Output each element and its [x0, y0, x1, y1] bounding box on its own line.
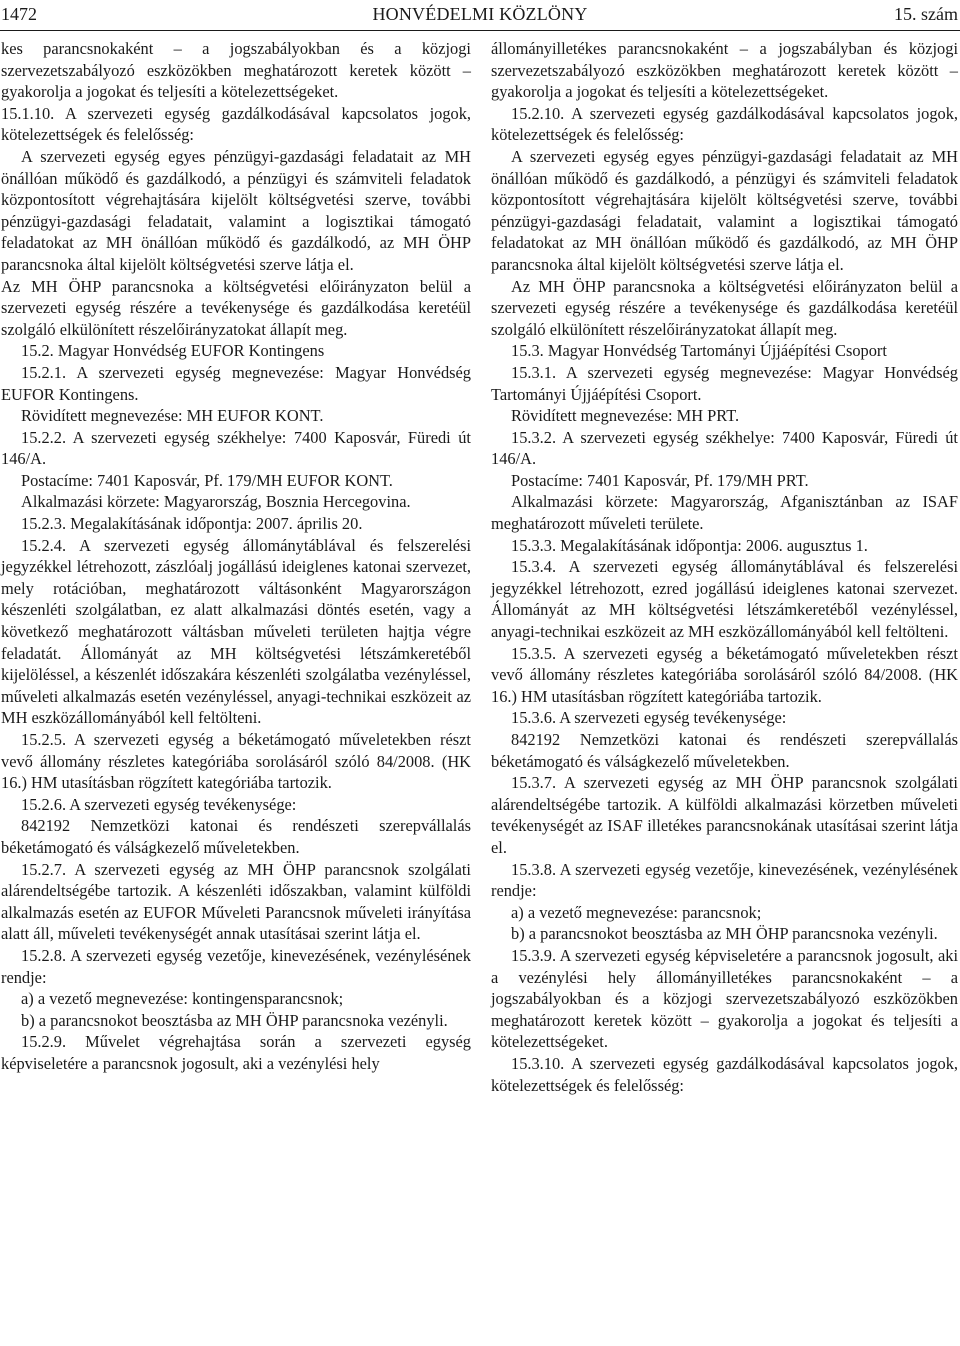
paragraph: b) a parancsnokot beosztásba az MH ÖHP parancsnoka vezényli.: [21, 1010, 448, 1030]
paragraph: Rövidített megnevezése: MH PRT.: [511, 406, 740, 426]
paragraph: állományilletékes parancsnokaként – a jogszabályban és közjogi szervezetszabályozó eszközökben meghatározott keretek között – gyakorolja a jogokat és teljesíti a kötelezettségeket.: [491, 39, 958, 102]
paragraph: 15.3.1. A szervezeti egység megnevezése: Magyar Honvédség Tartományi Újjáépítési Csoport.: [491, 362, 958, 404]
paragraph: 842192 Nemzetközi katonai és rendészeti szerepvállalás béketámogató és válságkezelő műveletekben.: [491, 730, 958, 771]
paragraph: 15.2.9. Művelet végrehajtása során a szervezeti egység képviseletére a parancsnok jogosult, aki a vezénylési hely: [1, 1032, 471, 1073]
paragraph: kes parancsnokaként – a jogszabályokban és a közjogi szervezetszabályozó eszközökben meghatározott keretek között – gyakorolja a jogokat és teljesíti a kötelezettségeket.: [1, 39, 471, 102]
paragraph: A szervezeti egység egyes pénzügyi-gazdasági feladatait az MH önállóan működő és gazdálkodó, a pénzügyi és számviteli feladatok központosított végrehajtására kijelölt költségvetési szerve, további pénzügyi-gazdasági feladatait, valamint a logisztikai támogató feladatokat az MH önállóan működő és gazdálkodó, az MH ÖHP parancsnoka által kijelölt költségvetési szerve látja el.: [1, 146, 471, 274]
journal-title: HONVÉDELMI KÖZLÖNY: [372, 4, 588, 24]
left-column: [1, 38, 471, 1075]
paragraph: 15.2.3. Megalakításának időpontja: 2007. április 20.: [21, 514, 363, 534]
paragraph: a) a vezető megnevezése: parancsnok;: [511, 902, 762, 922]
paragraph: 15.2.6. A szervezeti egység tevékenysége:: [21, 794, 297, 814]
paragraph: 15.2.10. A szervezeti egység gazdálkodásával kapcsolatos jogok, kötelezettségek és felelősség:: [491, 103, 958, 145]
paragraph: 15.2. Magyar Honvédség EUFOR Kontingens: [21, 341, 325, 361]
paragraph: 15.2.2. A szervezeti egység székhelye: 7400 Kaposvár, Füredi út 146/A.: [1, 427, 471, 469]
paragraph: A szervezeti egység egyes pénzügyi-gazdasági feladatait az MH önállóan működő és gazdálkodó, a pénzügyi és számviteli feladatok központosított végrehajtására kijelölt költségvetési szerve, további pénzügyi-gazdasági feladatait, valamint a logisztikai támogató feladatokat az MH önállóan működő és gazdálkodó, az MH ÖHP parancsnoka által kijelölt költségvetési szerve látja el.: [491, 146, 958, 274]
paragraph: Az MH ÖHP parancsnoka a költségvetési előirányzaton belül a szervezeti egység részére a tevékenysége és gazdálkodása keretéül szolgáló elkülönített részelőirányzatokat állapít meg.: [491, 276, 958, 339]
paragraph: 15.3.4. A szervezeti egység állománytáblával és felszerelési jegyzékkel létrehozott, ezred jogállású ideiglenes katonai szervezet. Állományát az MH költségvetési létszámkeretéből vezényléssel, anyagi-technikai eszközeit az MH eszközállományából kell feltölteni.: [491, 557, 958, 642]
paragraph: 15.3.7. A szervezeti egység az MH ÖHP parancsnok szolgálati alárendeltségébe tartozik. A külföldi alkalmazási körzetben műveleti tevékenységét az ISAF illetékes parancsnokának utasításai szerint látja el.: [491, 773, 958, 857]
paragraph: Rövidített megnevezése: MH EUFOR KONT.: [21, 406, 324, 426]
paragraph: Az MH ÖHP parancsnoka a költségvetési előirányzaton belül a szervezeti egység részére a tevékenysége és gazdálkodása keretéül szolgáló elkülönített részelőirányzatokat állapít meg.: [1, 276, 471, 339]
paragraph: Postacíme: 7401 Kaposvár, Pf. 179/MH EUFOR KONT.: [21, 470, 393, 490]
paragraph: 15.3.2. A szervezeti egység székhelye: 7400 Kaposvár, Füredi út 146/A.: [491, 427, 958, 469]
paragraph: 842192 Nemzetközi katonai és rendészeti szerepvállalás béketámogató és válságkezelő műveletekben.: [1, 816, 471, 857]
page-number: 1472: [1, 4, 37, 24]
page-header: [0, 0, 960, 30]
paragraph: 15.3. Magyar Honvédség Tartományi Újjáépítési Csoport: [511, 341, 887, 361]
paragraph: 15.1.10. A szervezeti egység gazdálkodásával kapcsolatos jogok, kötelezettségek és felelősség:: [1, 103, 471, 145]
paragraph: 15.3.6. A szervezeti egység tevékenysége:: [511, 708, 787, 728]
paragraph: 15.2.7. A szervezeti egység az MH ÖHP parancsnok szolgálati alárendeltségébe tartozik. A készenléti időszakban, valamint külföldi alkalmazás esetén az EUFOR Műveleti Parancsnok műveleti irányítása alatt áll, műveleti tevékenységét annak utasításai szerint látja el.: [1, 859, 471, 944]
paragraph: 15.2.8. A szervezeti egység vezetője, kinevezésének, vezénylésének rendje:: [1, 945, 471, 987]
paragraph: 15.3.9. A szervezeti egység képviseletére a parancsnok jogosult, aki a vezénylési hely állományilletékes parancsnokaként – a jogszabályokban és a közjogi szervezetszabályozó eszközökben meghatározott keretek között – gyakorolja a jogokat és teljesíti a kötelezettségeket.: [491, 945, 958, 1052]
paragraph: Postacíme: 7401 Kaposvár, Pf. 179/MH PRT.: [511, 470, 809, 490]
paragraph: 15.2.5. A szervezeti egység a béketámogató műveletekben részt vevő állomány részletes kategóriába sorolásáról szóló 84/2008. (HK 16.) HM utasításban rögzített kategóriába tartozik.: [1, 730, 471, 793]
issue-number: 15. szám: [894, 4, 958, 24]
paragraph: 15.2.4. A szervezeti egység állománytáblával és felszerelési jegyzékkel létrehozott, zászlóalj jogállású ideiglenes katonai szervezet, mely rotációban, meghatározott váltásonként Magyarországon készenléti szolgálatban, ez alatt alkalmazási döntés esetén, vagy a következő meghatározott váltásban műveleti területen hajtja végre feladatát. Állományát az MH költségvetési létszámkeretéből kijelöléssel, a készenlét időszakára készenléti szolgálatba vezényléssel, műveleti alkalmazás esetén vezényléssel, anyagi-technikai eszközeit az MH eszközállományából kell feltölteni.: [1, 535, 471, 728]
paragraph: a) a vezető megnevezése: kontingensparancsnok;: [21, 989, 344, 1009]
paragraph: 15.3.3. Megalakításának időpontja: 2006. augusztus 1.: [511, 535, 868, 555]
paragraph: 15.3.8. A szervezeti egység vezetője, kinevezésének, vezénylésének rendje:: [491, 859, 958, 901]
header-rule: [0, 30, 960, 31]
paragraph: Alkalmazási körzete: Magyarország, Bosznia Hercegovina.: [21, 492, 411, 512]
paragraph: 15.3.10. A szervezeti egység gazdálkodásával kapcsolatos jogok, kötelezettségek és felelősség:: [491, 1053, 958, 1095]
paragraph: b) a parancsnokot beosztásba az MH ÖHP parancsnoka vezényli.: [511, 924, 938, 944]
right-column: [491, 38, 958, 1096]
paragraph: 15.3.5. A szervezeti egység a béketámogató műveletekben részt vevő állomány részletes kategóriába sorolásáról szóló 84/2008. (HK 16.) HM utasításban rögzített kategóriába tartozik.: [491, 643, 958, 706]
paragraph: 15.2.1. A szervezeti egység megnevezése: Magyar Honvédség EUFOR Kontingens.: [1, 362, 471, 404]
paragraph: Alkalmazási körzete: Magyarország, Afganisztánban az ISAF meghatározott műveleti területe.: [491, 492, 958, 534]
